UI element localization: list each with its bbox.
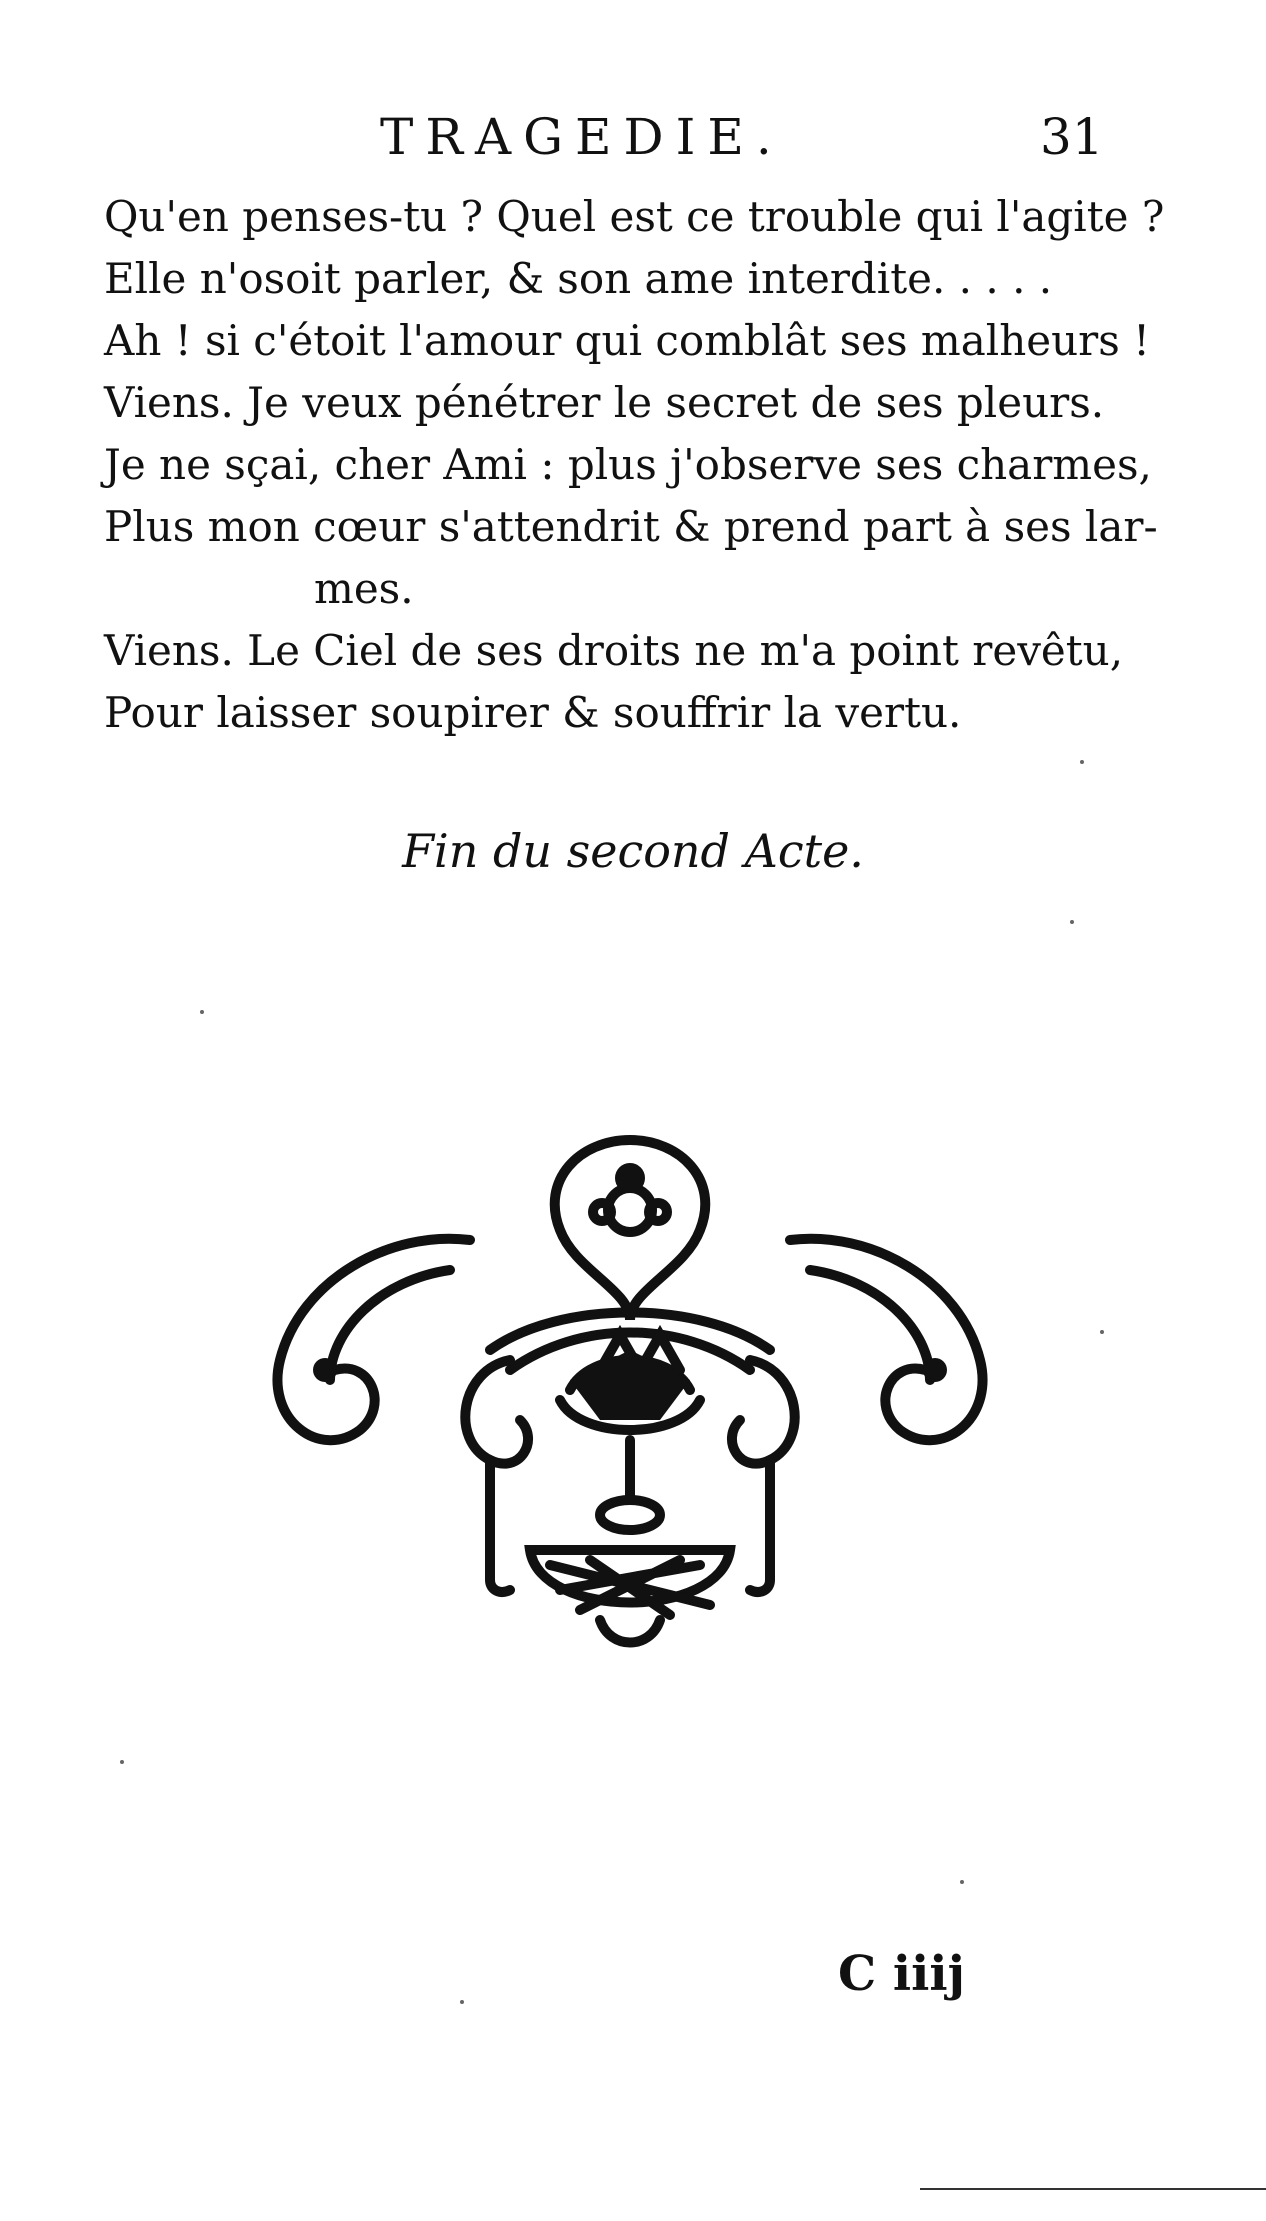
verse-line: Qu'en penses-tu ? Quel est ce trouble qui l'agite ?	[104, 192, 1165, 241]
speck	[960, 1880, 964, 1884]
act-end-heading: Fin du second Acte.	[402, 824, 864, 878]
verse-line-continuation: mes.	[314, 564, 414, 613]
verse-line: Plus mon cœur s'attendrit & prend part à ses lar-	[104, 502, 1158, 551]
bottom-rule	[920, 2188, 1266, 2190]
verse-line: Elle n'osoit parler, & son ame interdite. . . . .	[104, 254, 1053, 303]
speck	[1070, 920, 1074, 924]
running-head: TRAGEDIE.	[380, 108, 784, 166]
speck	[1080, 760, 1084, 764]
speck	[200, 1010, 204, 1014]
printers-ornament-icon	[240, 1120, 1020, 1680]
verse-line: Je ne sçai, cher Ami : plus j'observe ses charmes,	[104, 440, 1152, 489]
verse-line: Pour laisser soupirer & souffrir la vertu.	[104, 688, 962, 737]
speck	[120, 1760, 124, 1764]
speck	[460, 2000, 464, 2004]
verse-line: Viens. Je veux pénétrer le secret de ses pleurs.	[104, 378, 1105, 427]
verse-line: Ah ! si c'étoit l'amour qui comblât ses malheurs !	[104, 316, 1151, 365]
signature-mark: C iiij	[838, 1946, 965, 2002]
verse-line: Viens. Le Ciel de ses droits ne m'a point revêtu,	[104, 626, 1124, 675]
speck	[1100, 1330, 1104, 1334]
verse-block	[104, 186, 1165, 744]
page-number: 31	[1040, 108, 1104, 166]
